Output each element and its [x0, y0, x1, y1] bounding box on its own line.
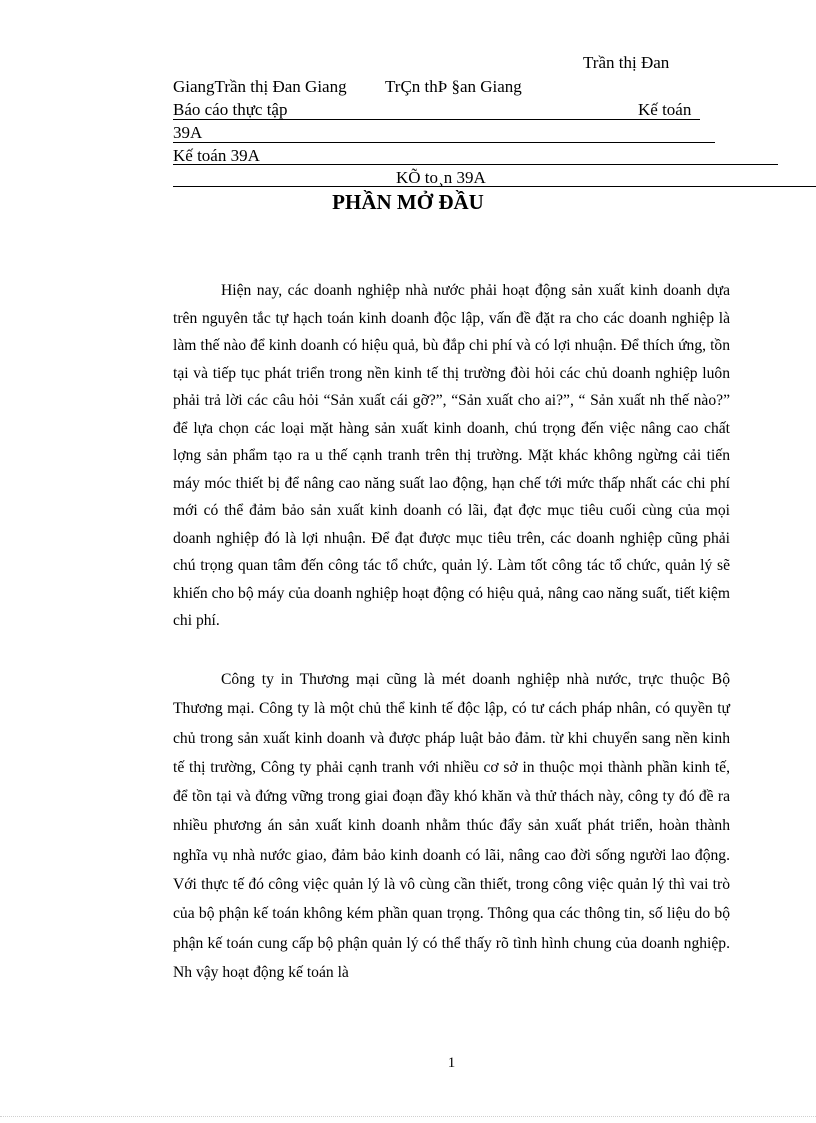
page-bottom-edge	[0, 1116, 816, 1117]
header-author-name: Trần thị Đan	[583, 53, 670, 72]
header-major-class: Kế toán 39A	[173, 146, 260, 165]
header-rule-2	[173, 142, 715, 143]
header-rule-4	[173, 186, 816, 187]
header-major-class-encoded: KÕ to¸n 39A	[396, 168, 486, 187]
header-rule-3	[173, 164, 778, 165]
page-number: 1	[447, 1055, 456, 1071]
body-paragraph-2: Công ty in Thương mại cũng là mét doanh nghiệp nhà nước, trực thuộc Bộ Thương mại. Công ty là một chủ thể kinh tế độc lập, có tư cách pháp nhân, có quyền tự chủ trong sản xuất kinh doanh và được pháp luật bảo đảm. từ khi chuyển sang nền kinh tế thị trường, Công ty phải cạnh tranh với nhiều cơ sở in thuộc mọi thành phần kinh tế, để tồn tại và đứng vững trong giai đoạn đầy khó khăn và thử thách này, công ty đó đề ra nhiều phương án sản xuất kinh doanh nhằm thúc đẩy sản xuất phát triển, hoàn thành nghĩa vụ nhà nước giao, đảm bảo kinh doanh có lãi, nâng cao đời sống người lao động. Với thực tế đó công việc quản lý là vô cùng cần thiết, trong công việc quản lý thì vai trò của bộ phận kế toán không kém phần quan trọng. Thông qua các thông tin, số liệu do bộ phận kế toán cung cấp bộ phận quản lý có thể thấy rõ tình hình chung của doanh nghiệp. Nh vậy hoạt động kế toán là	[173, 671, 730, 981]
header-author-repeat: GiangTrần thị Đan Giang	[173, 77, 347, 96]
header-class-code: 39A	[173, 123, 203, 142]
section-title: PHẦN MỞ ĐẦU	[332, 190, 484, 214]
header-rule-1	[173, 119, 700, 120]
header-report-label: Báo cáo thực tập	[173, 100, 288, 119]
header-author-encoded: TrÇn thÞ §an Giang	[385, 77, 522, 96]
body-paragraph-1: Hiện nay, các doanh nghiệp nhà nước phải hoạt động sản xuất kinh doanh dựa trên nguyên tắc tự hạch toán kinh doanh độc lập, vấn đề đặt ra cho các doanh nghiệp là làm thế nào để kinh doanh có hiệu quả, bù đắp chi phí và có lợi nhuận. Để thích ứng, tồn tại và tiếp tục phát triển trong nền kinh tế thị trường đòi hỏi các chủ doanh nghiệp luôn phải trả lời các câu hỏi “Sản xuất cái gỡ?”, “Sản xuất cho ai?”, “ Sản xuất nh thế nào?” để lựa chọn các loại mặt hàng sản xuất kinh doanh, chú trọng đến việc nâng cao chất lợng sản phẩm tạo ra u thế cạnh tranh trên thị trường. Mặt khác không ngừng cải tiến máy móc thiết bị để nâng cao năng suất lao động, hạn chế tới mức thấp nhất các chi phí mới có thể đảm bảo sản xuất kinh doanh có lãi, đạt đợc mục tiêu cuối cùng của mọi doanh nghiệp đó là lợi nhuận. Để đạt được mục tiêu trên, các doanh nghiệp cũng phải chú trọng quan tâm đến công tác tổ chức, quản lý. Làm tốt công tác tổ chức, quản lý sẽ khiến cho bộ máy của doanh nghiệp hoạt động có hiệu quả, nâng cao năng suất, tiết kiệm chi phí.	[173, 282, 730, 629]
header-major-label: Kế toán	[638, 100, 692, 119]
